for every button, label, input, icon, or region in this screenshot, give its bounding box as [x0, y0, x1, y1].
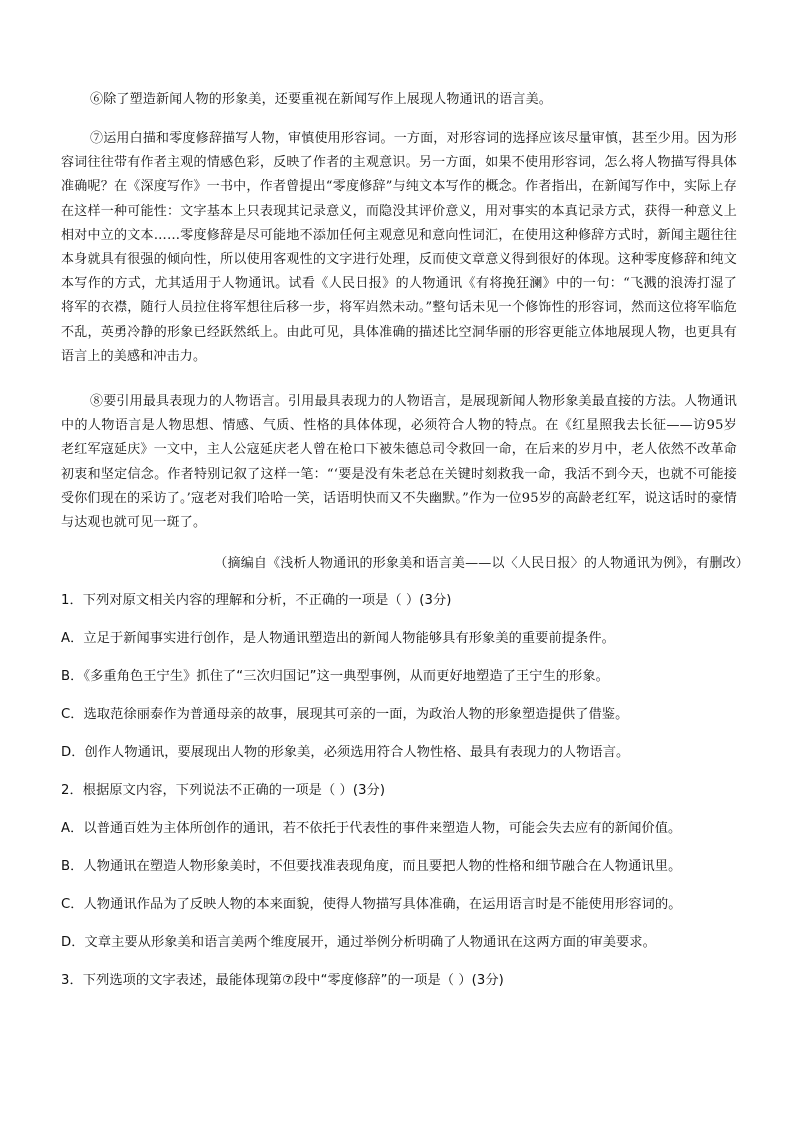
question-2-option-d: D．文章主要从形象美和语言美两个维度展开，通过举例分析明确了人物通讯在这两方面的审美要求。 — [61, 935, 656, 950]
passage-paragraph-6: ⑥除了塑造新闻人物的形象美，还要重视在新闻写作上展现人物通讯的语言美。 — [90, 92, 553, 107]
question-1-option-d: D．创作人物通讯，要展现出人物的形象美，必须选用符合人物性格、最具有表现力的人物语言。 — [61, 745, 630, 760]
question-1-option-c: C．选取范徐丽泰作为普通母亲的故事，展现其可亲的一面，为政治人物的形象塑造提供了借鉴。 — [61, 707, 629, 722]
passage-paragraph-7: ⑦运用白描和零度修辞描写人物，审慎使用形容词。一方面，对形容词的选择应该尽量审慎，甚至少用。因为形容词往往带有作者主观的情感色彩，反映了作者的主观意识。另一方面，如果不使用形容词，怎么将人物描写得具体准确呢？在《深度写作》一书中，作者曾提出“零度修辞”与纯文本写作的概念。作者指出，在新闻写作中，实际上存在这样一种可能性：文字基本上只表现其记录意义，而隐没其评价意义，用对事实的本真记录方式，获得一种意义上相对中立的文本……零度修辞是尽可能地不添加任何主观意见和意向性词汇，在使用这种修辞方式时，新闻主题往往本身就具有很强的倾向性，所以使用客观性的文字进行处理，反而使文章意义得到很好的体现。这种零度修辞和纯文本写作的方式，尤其适用于人物通讯。试看《人民日报》的人物通讯《有将挽狂澜》中的一句：“飞溅的浪涛打湿了将军的衣襟，随行人员拉住将军想往后移一步，将军岿然未动。”整句话未见一个修饰性的形容词，然而这位将军临危不乱，英勇冷静的形象已经跃然纸上。由此可见，具体准确的描述比空洞华丽的形容更能立体地展现人物，也更具有语言上的美感和冲击力。 — [61, 131, 737, 364]
question-1-option-a: A．立足于新闻事实进行创作，是人物通讯塑造出的新闻人物能够具有形象美的重要前提条件。 — [61, 631, 615, 646]
question-1-option-b: B．《多重角色王宁生》抓住了“三次归国记”这一典型事例，从而更好地塑造了王宁生的形象。 — [61, 669, 609, 684]
question-1-stem: 1．下列对原文相关内容的理解和分析，不正确的一项是（ ）(3分) — [61, 593, 452, 608]
passage-paragraph-8: ⑧要引用最具表现力的人物语言。引用最具表现力的人物语言，是展现新闻人物形象美最直接的方法。人物通讯中的人物语言是人物思想、情感、气质、性格的具体体现，必须符合人物的特点。在《红星照我去长征——访95岁老红军寇延庆》一文中，主人公寇延庆老人曾在枪口下被朱德总司令救回一命，在后来的岁月中，老人依然不改革命初衷和坚定信念。作者特别记叙了这样一笔：“‘要是没有朱老总在关键时刻救我一命，我活不到今天，也就不可能接受你们现在的采访了。’寇老对我们哈哈一笑，话语明快而又不失幽默。”作为一位95岁的高龄老红军，说这话时的豪情与达观也就可见一斑了。 — [61, 394, 737, 531]
question-2-option-a: A．以普通百姓为主体所创作的通讯，若不依托于代表性的事件来塑造人物，可能会失去应有的新闻价值。 — [61, 821, 682, 836]
passage-source-citation: （摘编自《浅析人物通讯的形象美和语言美——以〈人民日报〉的人物通讯为例》，有删改） — [214, 556, 749, 571]
question-2-option-b: B．人物通讯在塑造人物形象美时，不但要找准表现角度，而且要把人物的性格和细节融合在人物通讯里。 — [61, 859, 682, 874]
question-3-stem: 3．下列选项的文字表述，最能体现第⑦段中“零度修辞”的一项是（ ）(3分) — [61, 973, 504, 988]
question-2-option-c: C．人物通讯作品为了反映人物的本来面貌，使得人物描写具体准确，在运用语言时是不能使用形容词的。 — [61, 897, 682, 912]
question-2-stem: 2．根据原文内容，下列说法不正确的一项是（ ）(3分) — [61, 783, 386, 798]
